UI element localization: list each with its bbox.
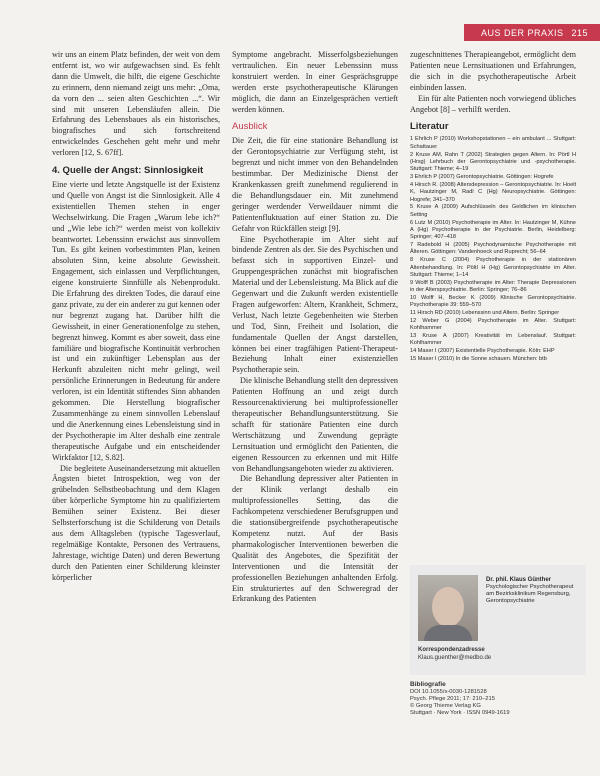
reference-item: 7 Radebold H (2005) Psychodynamische Psychotherapie mit Älteren. Göttingen: Vandenhoeck und Ruprecht; 56–64 <box>410 242 576 256</box>
reference-item: 8 Kruse C (2004) Psychotherapie in der stationären Altenbehandlung. In: Pöltl H (Hg) Gerontopsychiatrie im Alter. Stuttgart: Thieme; 1–14 <box>410 257 576 278</box>
reference-item: 6 Lutz M (2010) Psychotherapie im Alter. In: Hautzinger M, Kühne A (Hg) Psychotherapie in der Psychiatrie. Berlin, Heidelberg: Springer; 407–418 <box>410 219 576 241</box>
reference-item: 12 Weber G (2004) Psychotherapie im Alter. Stuttgart: Kohlhammer <box>410 318 576 332</box>
reference-item: 2 Kruse AM, Rahn T (2002) Strategien gegen Altern. In: Pörtl H (Hrsg) Lehrbuch der Gerontopsychiatrie und -psychotherapie. Stuttgart: Thieme; 4–19 <box>410 151 576 173</box>
paragraph: Ein für alte Patienten noch vorwiegend übliches Angebot [8] – verhilft werden. <box>410 93 576 114</box>
bibliography-heading: Bibliografie <box>410 681 446 688</box>
biblio-line: Psych. Pflege 2011; 17: 210–215 <box>410 696 495 702</box>
paragraph: Die Behandlung depressiver alter Patienten in der Klinik verlangt deshalb ein multiprofessionelles Setting, das die Fachkompetenz verschiedener Berufsgruppen und die stationsübergreifende psychotherapeutische Kompetenz nutzt. Auf der Basis pharmakologischer Interventionen bewerben die Qualität des Angebotes, die Spezifität der Interventionen und die Intensität der professionellen Beziehungen anhaltenden Erfolg. Ein strukturiertes auf den Schweregrad der Erkrankung des Patienten <box>232 474 398 604</box>
author-role: Psychologischer Psychotherapeut am Bezirksklinikum Regensburg, Gerontopsychiatrie <box>486 584 574 604</box>
biblio-line: DOI 10.1055/s-0030-1281528 <box>410 689 487 695</box>
paragraph: Eine Psychotherapie im Alter sieht auf bindende Zentren als der. Sie des Psychischen und befasst sich in supportiven Einzel- und Gruppengesprächen zunächst mit biografischen Material und der Lebensleistung. Ma Blick auf die Gegenwart und die Zukunft werden existentielle Fragen aufgeworfen: Altern, Krankheit, Schmerz, Verlust, Nach letzte Gegebenheiten wie Sterben und Tod, Sinn, Freiheit und Isolation, die fundamentale Quellen der Angst darstellen, können bei einer tragfähigen Patient-Therapeut-Beziehung Inhalt einer existenziellen Psychotherapie sein. <box>232 234 398 375</box>
literature-heading: Literatur <box>410 121 449 133</box>
reference-item: 13 Kruse A (2007) Kreativität im Lebenslauf. Stuttgart: Kohlhammer <box>410 333 576 347</box>
biblio-line: © Georg Thieme Verlag KG <box>410 703 481 709</box>
paragraph: zugeschnittenes Therapieangebot, ermöglicht dem Patienten neue Lernsituationen und Erfahrungen, die sich in die psychotherapeutische Arbeit einbinden lassen. <box>410 50 576 92</box>
bibliography-box <box>410 681 586 717</box>
reference-item: 5 Kruse A (2009) Aufschlüsseln des Geldlichen im klinischen Setting <box>410 204 576 218</box>
paragraph: Die begleitete Auseinandersetzung mit aktuellen Ängsten bietet Introspektion, weg von der grübelnden Selbstbeobachtung und dem Klagen über körperliche Symptome hin zu qualifiziertem Bemühen seiner Existenz. Bei dieser Selbsterforschung ist die Schilderung von Details aus dem Alltagsleben (typische Tagesverlauf, regelmäßige Kontakte, Personen des Vertrauens, Jahrestage, wichtige Daten) und deren Bewertung durch den Patienten einer Schilderung kleinster körperlicher <box>52 463 220 582</box>
reference-item: 15 Maser I (2010) In die Sonne schauen. München: btb <box>410 356 547 363</box>
column-right <box>410 50 576 364</box>
address-label: Korrespondenzadresse <box>418 647 485 653</box>
column-middle <box>232 50 398 605</box>
paragraph: Die Zeit, die für eine stationäre Behandlung ist der Gerontopsychiatrie zur Verfügung steht, ist begrenzt und nicht immer von den Behandelnden bestimmbar. Der Medizinische Dienst der Krankenkassen greift zunehmend regulierend in die Behandlungsdauer ein. Mit zunehmend geringer werdender Verweildauer nimmt die Patientenfluktuation auf einer Station zu. Die Gefahr von Rückfällen steigt [9]. <box>232 136 398 233</box>
paragraph: Symptome angebracht. Misserfolgsbeziehungen vertraulichen. Ein neuer Lebenssinn muss konstruiert werden. In einer Gesprächsgruppe werden erste psychotherapeutische Klärungen möglich, die dann an Einzelgesprächen vertieft werden können. <box>232 50 398 114</box>
reference-item: 1 Ehrlich P (2010) Workshopstationen – ein ambulant ... Stuttgart: Schattauer <box>410 136 576 150</box>
reference-item: 4 Hirsch R. (2008) Altersdepression – Gerontopsychiatrie. In: Hoelt K, Hautzinger M, Radl C (Hg) Neuropsychiatrie. Göttingen: Hogrefe; 341–370 <box>410 181 576 203</box>
section-title: AUS DER PRAXIS <box>480 27 564 38</box>
author-email: Klaus.guenther@medbo.de <box>418 654 492 661</box>
section-header <box>464 24 600 41</box>
section-heading: Ausblick <box>232 121 268 133</box>
author-info <box>486 577 578 605</box>
paragraph: Eine vierte und letzte Angstquelle ist der Existenz und Quelle von Angst ist die Sinnlosigkeit. Alle 4 existentiellen Themen stehen in enger Wechselwirkung. Die Fragen „Warum lebe ich?“ und „Wie lebe ich?“ werden meist von kollektiv beantwortet. Lebenssinn erwächst aus sinnvollem Tun. Es gibt keinen vorbestimmten Plan, keinen absoluten Sinn, keine absolute Gewissheit. Engagement, sich einlassen und Verpflichtungen, eigene konstruierte Sinnfülle als Nebenprodukt. Die Erfahrung des direkten Todes, die darauf eine ganz private, zu der ein anderer zu gut kennen oder nur begrenzt zugang hat. Darüber hilft die Gewissheit, in einer Generationenfolge zu stehen, begrenzt hinweg. Kommt es aber soweit, dass eine familiäre und biografische Kontinuität verbrochen ist und ein zukünftiger Lebensplan aus der Herkunft abzuleiten nicht mehr gelingt, weil persönliche Erinnerungen in Bedeutung für andere verloren, ist ein Identität stiftendes Sinn abhanden gekommen. Die Herstellung biografischer Zusammenhänge zu einem sinnvollen Lebenslauf und die Anerkennung eines Lebensleistung sind in der Psychotherapie im Alter deshalb eine zentrale therapeutische Aufgabe und ein entscheidender Wirkfaktor [12, S.82]. <box>52 179 220 462</box>
correspondence <box>418 647 578 662</box>
author-photo <box>418 575 478 641</box>
column-left <box>52 50 220 584</box>
page-number: 215 <box>571 27 588 38</box>
reference-item: 9 Wolff B (2003) Psychotherapie im Alter: Therapie Depressionen in der Alterspsychiatrie. Berlin: Springer; 76–86 <box>410 279 576 294</box>
reference-item: 3 Ehrlich P (2007) Gerontopsychiatrie. Göttingen: Hogrefe <box>410 174 554 181</box>
paragraph: wir uns an einem Platz befinden, der weit von dem entfernt ist, wo wir aufgewachsen sind. Es fehlt dann die Umwelt, die hilft, die eigene Geschichte zu erinnern, denn niemand zeigt uns mehr: „Oma, da vorn den ... seien alten Geschichten ...“. Wir sind mit unseren Lebensläufen allein. Die Erfahrung des Lebensbaues als ein historisches, biografisches und sich fortschreitend entwickelndes Geschehen geht mehr und mehr verloren [12, S. 67ff]. <box>52 50 220 158</box>
section-heading: 4. Quelle der Angst: Sinnlosigkeit <box>52 165 204 177</box>
reference-item: 14 Maser I (2007) Existentielle Psychotherapie. Köln: EHP <box>410 348 555 355</box>
reference-item: 11 Hirsch RD (2010) Lebenssinn und Altern. Berlin: Springer <box>410 310 560 317</box>
paragraph: Die klinische Behandlung stellt den depressiven Patienten Hoffnung an und zeigt durch Ressourcenaktivierung bei multiprofessioneller therapeutischer Behandlungsunterstützung. Sie schafft für stationäre Patienten eine durch Wertschätzung und Zuwendung geprägte Lernsituation und ermöglicht den Patienten, die eigenen Ressourcen zu erkennen und mit Hilfe von Behandlungsangeboten wieder zu aktivieren. <box>232 376 398 473</box>
reference-item: 10 Wolff H, Becker K (2009) Klinische Gerontopsychiatrie. Psychotherapie 39: 559–570 <box>410 294 576 309</box>
biblio-line: Stuttgart · New York · ISSN 0949-1619 <box>410 710 510 716</box>
author-box <box>410 565 586 675</box>
author-name: Dr. phil. Klaus Günther <box>486 577 552 583</box>
reference-list <box>410 136 576 363</box>
